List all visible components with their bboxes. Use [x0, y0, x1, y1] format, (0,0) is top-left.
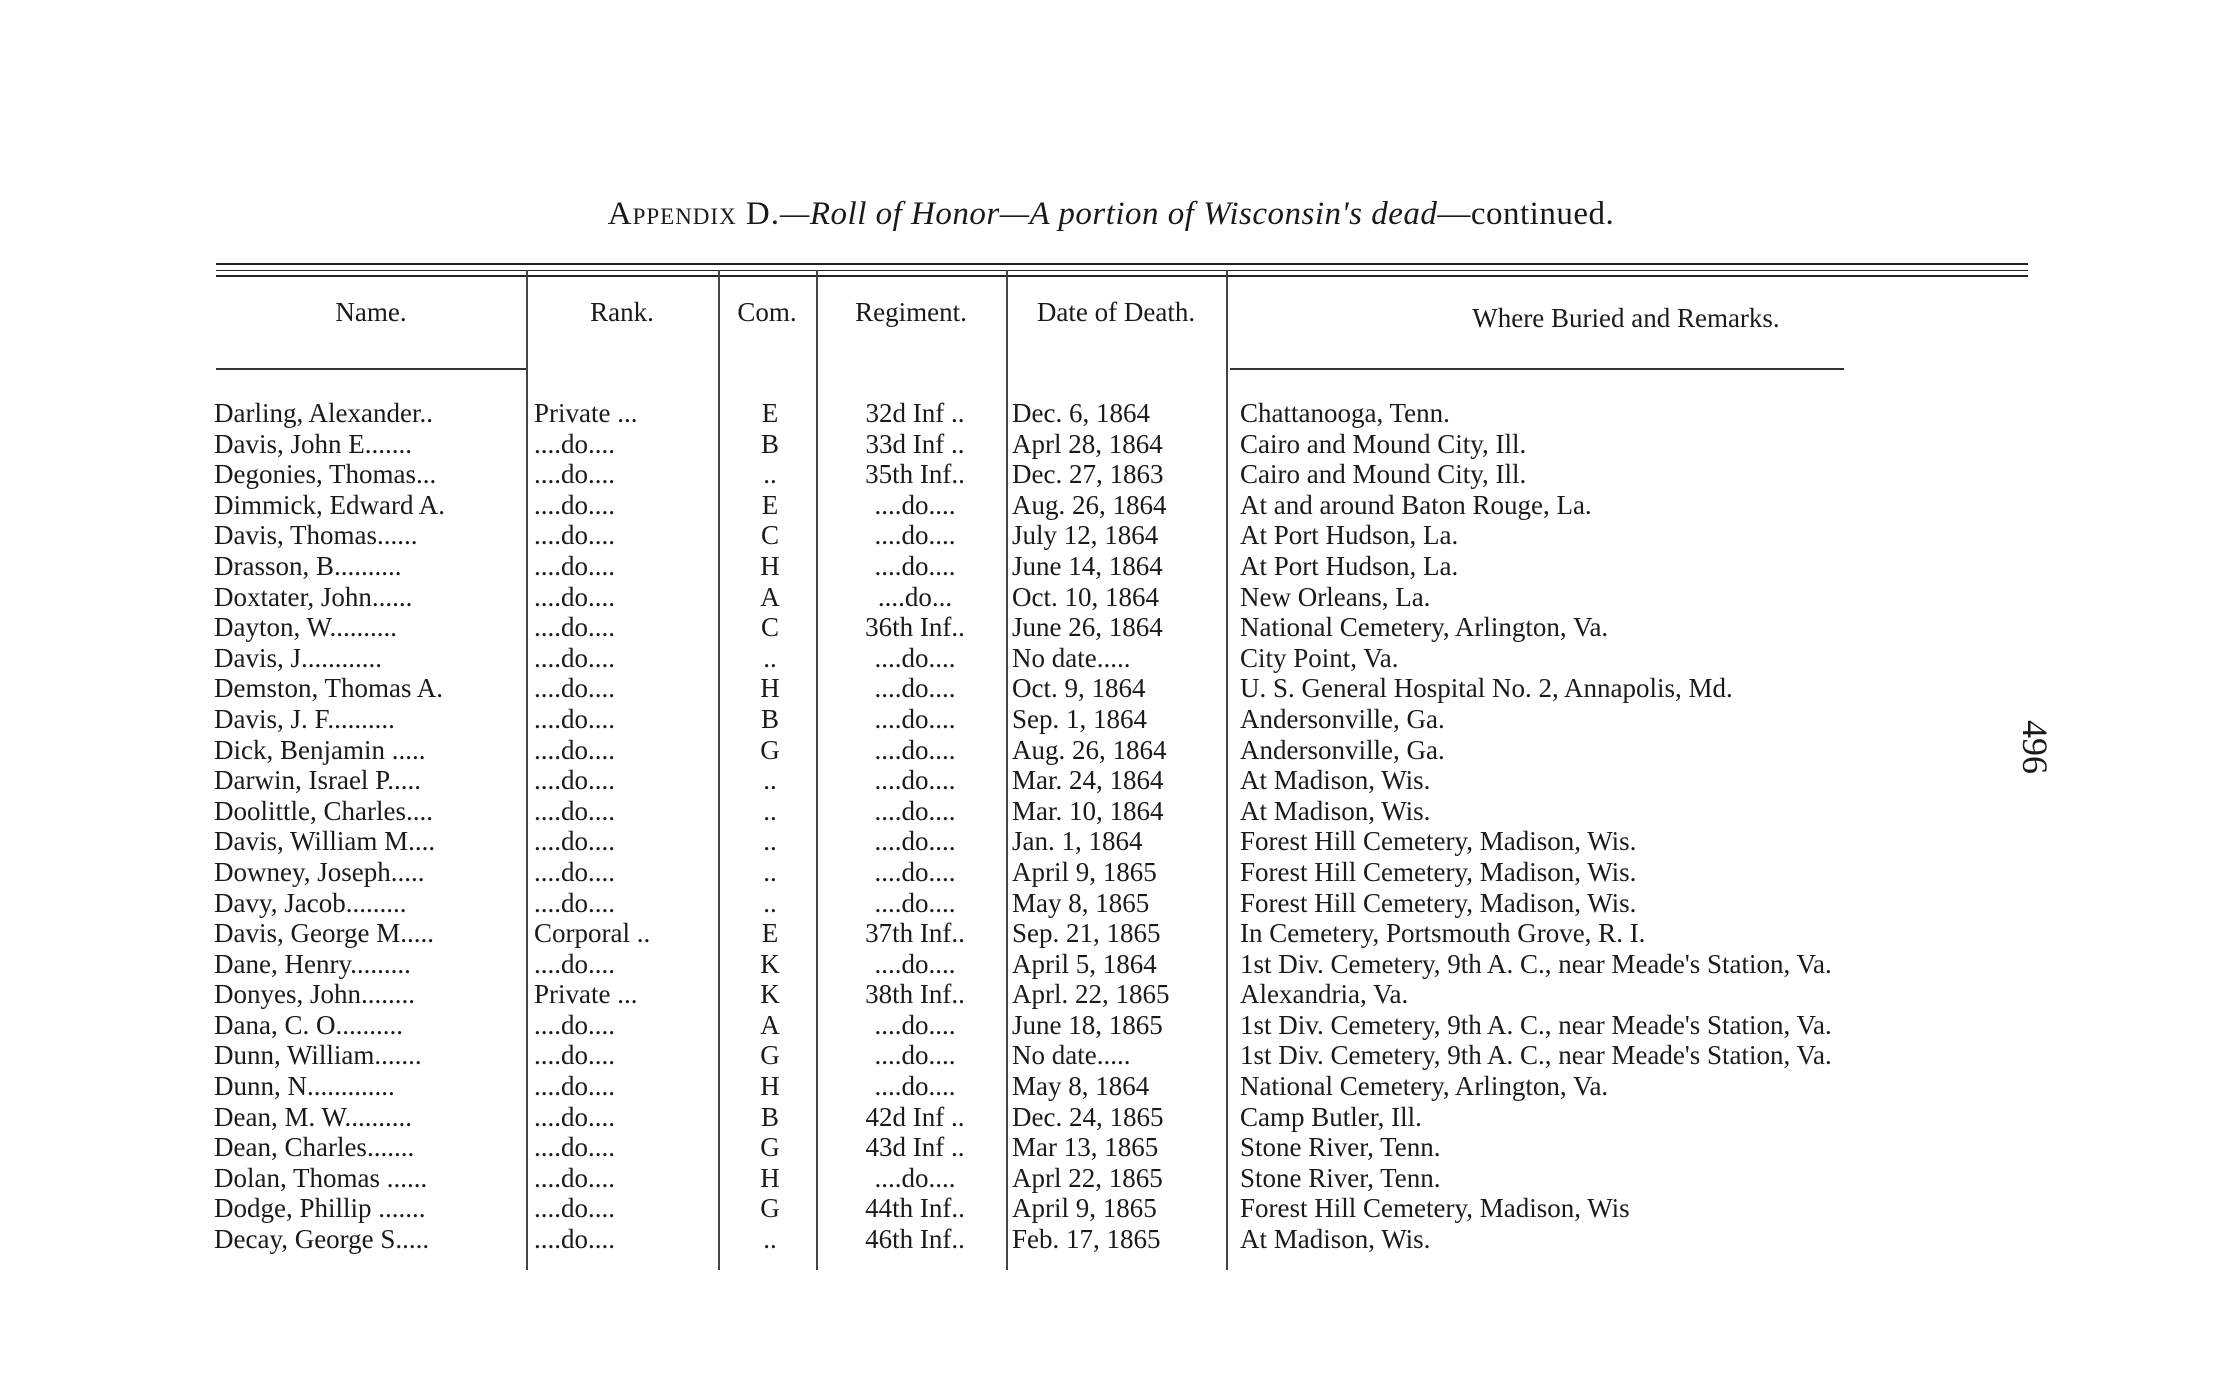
table-row: [0, 796, 2222, 827]
company-cell: ..: [763, 887, 777, 918]
regiment-cell: ....do....: [874, 550, 956, 581]
rank-cell: ....do....: [534, 673, 615, 704]
table-row: [0, 1193, 2222, 1224]
table-row: [0, 826, 2222, 857]
table-row: [0, 765, 2222, 796]
rank-cell: ....do....: [534, 1132, 615, 1163]
company-cell: H: [760, 673, 780, 704]
regiment-cell: ....do....: [874, 795, 956, 826]
company-cell: G: [760, 1193, 780, 1224]
regiment-cell: 46th Inf..: [865, 1224, 965, 1255]
rank-cell: ....do....: [534, 520, 615, 551]
date-of-death-cell: April 9, 1865: [1012, 856, 1157, 887]
table-row: [0, 918, 2222, 949]
company-cell: ..: [763, 1224, 777, 1255]
regiment-cell: ....do....: [874, 520, 956, 551]
company-cell: ..: [763, 795, 777, 826]
header-underline-remarks: [1230, 368, 1844, 370]
company-cell: K: [760, 948, 780, 979]
regiment-cell: ....do....: [874, 703, 956, 734]
page-title: [0, 196, 2222, 233]
name-cell: Davis, J. F..........: [214, 703, 395, 734]
table-row: [0, 704, 2222, 735]
table-row: [0, 1102, 2222, 1133]
date-of-death-cell: Dec. 6, 1864: [1012, 398, 1150, 428]
burial-remarks-cell: At and around Baton Rouge, La.: [1240, 489, 1592, 520]
regiment-cell: ....do....: [874, 734, 956, 765]
regiment-cell: ....do...: [877, 581, 953, 612]
table-row: [0, 979, 2222, 1010]
top-rule-lower: [216, 275, 2028, 277]
regiment-cell: ....do....: [874, 765, 956, 796]
table-row: [0, 1071, 2222, 1102]
rank-cell: ....do....: [534, 856, 615, 887]
company-cell: B: [760, 1101, 779, 1132]
name-cell: Dana, C. O..........: [214, 1009, 403, 1040]
rank-cell: ....do....: [534, 428, 615, 459]
regiment-cell: ....do....: [874, 489, 956, 520]
company-cell: A: [760, 1009, 780, 1040]
date-of-death-cell: Aprl 28, 1864: [1012, 428, 1163, 459]
top-rule: [216, 263, 2028, 265]
rank-cell: ....do....: [534, 1224, 615, 1255]
rank-cell: ....do....: [534, 581, 615, 612]
company-cell: ..: [763, 826, 777, 857]
rank-cell: Private ...: [534, 979, 638, 1010]
name-cell: Donyes, John........: [214, 979, 415, 1010]
burial-remarks-cell: At Madison, Wis.: [1240, 765, 1431, 796]
company-cell: B: [760, 428, 779, 459]
table-row: [0, 888, 2222, 919]
company-cell: E: [761, 489, 779, 520]
name-cell: Doolittle, Charles....: [214, 795, 433, 826]
date-of-death-cell: No date.....: [1012, 642, 1131, 673]
rank-cell: Corporal ..: [534, 918, 651, 949]
burial-remarks-cell: In Cemetery, Portsmouth Grove, R. I.: [1240, 918, 1646, 949]
rank-cell: ....do....: [534, 1162, 615, 1193]
regiment-cell: ....do....: [874, 1040, 956, 1071]
company-cell: B: [760, 703, 779, 734]
date-of-death-cell: July 12, 1864: [1012, 520, 1159, 551]
header-underline-name: [216, 368, 526, 370]
name-cell: Dimmick, Edward A.: [214, 489, 445, 520]
table-row: [0, 551, 2222, 582]
rank-cell: ....do....: [534, 1101, 615, 1132]
header-com: Com.: [737, 297, 797, 327]
date-of-death-cell: No date.....: [1012, 1040, 1131, 1071]
burial-remarks-cell: Stone River, Tenn.: [1240, 1162, 1441, 1193]
name-cell: Doxtater, John......: [214, 581, 413, 612]
table-row: [0, 398, 2222, 429]
rank-cell: ....do....: [534, 734, 615, 765]
page-number: 496: [2015, 720, 2055, 774]
burial-remarks-cell: Andersonville, Ga.: [1240, 703, 1445, 734]
title-prefix: Appendix D.: [607, 196, 781, 232]
table-row: [0, 582, 2222, 613]
company-cell: ..: [763, 642, 777, 673]
name-cell: Davis, John E.......: [214, 428, 412, 459]
company-cell: E: [761, 918, 779, 949]
date-of-death-cell: Aug. 26, 1864: [1012, 734, 1167, 765]
regiment-cell: 42d Inf ..: [865, 1101, 965, 1132]
table-row: [0, 612, 2222, 643]
regiment-cell: ....do....: [874, 856, 956, 887]
name-cell: Dunn, William.......: [214, 1040, 422, 1071]
table-row: [0, 429, 2222, 460]
name-cell: Drasson, B..........: [214, 550, 402, 581]
rank-cell: ....do....: [534, 765, 615, 796]
regiment-cell: ....do....: [874, 1009, 956, 1040]
rank-cell: Private ...: [534, 398, 638, 428]
rank-cell: ....do....: [534, 826, 615, 857]
name-cell: Dane, Henry.........: [214, 948, 411, 979]
date-of-death-cell: Sep. 1, 1864: [1012, 703, 1147, 734]
name-cell: Darling, Alexander..: [214, 398, 433, 428]
burial-remarks-cell: At Port Hudson, La.: [1240, 520, 1459, 551]
name-cell: Dolan, Thomas ......: [214, 1162, 428, 1193]
table-row: [0, 735, 2222, 766]
rank-cell: ....do....: [534, 489, 615, 520]
company-cell: G: [760, 734, 780, 765]
header-regiment: Regiment.: [855, 297, 967, 327]
regiment-cell: 36th Inf..: [865, 612, 965, 643]
top-rule-thin: [216, 270, 2028, 271]
burial-remarks-cell: Forest Hill Cemetery, Madison, Wis: [1240, 1193, 1630, 1224]
name-cell: Degonies, Thomas...: [214, 459, 437, 490]
name-cell: Davis, Thomas......: [214, 520, 418, 551]
rank-cell: ....do....: [534, 1040, 615, 1071]
burial-remarks-cell: 1st Div. Cemetery, 9th A. C., near Meade's Station, Va.: [1240, 1009, 1832, 1040]
burial-remarks-cell: Alexandria, Va.: [1240, 979, 1409, 1010]
rank-cell: ....do....: [534, 703, 615, 734]
company-cell: H: [760, 550, 780, 581]
company-cell: K: [760, 979, 780, 1010]
regiment-cell: 43d Inf ..: [865, 1132, 965, 1163]
burial-remarks-cell: Forest Hill Cemetery, Madison, Wis.: [1240, 856, 1637, 887]
burial-remarks-cell: Cairo and Mound City, Ill.: [1240, 459, 1527, 490]
burial-remarks-cell: Forest Hill Cemetery, Madison, Wis.: [1240, 887, 1637, 918]
burial-remarks-cell: Andersonville, Ga.: [1240, 734, 1445, 765]
date-of-death-cell: Feb. 17, 1865: [1012, 1224, 1161, 1255]
burial-remarks-cell: National Cemetery, Arlington, Va.: [1240, 612, 1609, 643]
regiment-cell: ....do....: [874, 1071, 956, 1102]
name-cell: Decay, George S.....: [214, 1224, 430, 1255]
table-row: [0, 1224, 2222, 1255]
title-italic: —Roll of Honor—A portion of Wisconsin's dead: [780, 196, 1438, 232]
burial-remarks-cell: City Point, Va.: [1240, 642, 1399, 673]
company-cell: ..: [763, 856, 777, 887]
date-of-death-cell: April 5, 1864: [1012, 948, 1157, 979]
table-row: [0, 673, 2222, 704]
burial-remarks-cell: Stone River, Tenn.: [1240, 1132, 1441, 1163]
regiment-cell: 44th Inf..: [865, 1193, 965, 1224]
name-cell: Darwin, Israel P.....: [214, 765, 421, 796]
regiment-cell: ....do....: [874, 642, 956, 673]
rank-cell: ....do....: [534, 795, 615, 826]
date-of-death-cell: Sep. 21, 1865: [1012, 918, 1161, 949]
burial-remarks-cell: National Cemetery, Arlington, Va.: [1240, 1071, 1609, 1102]
regiment-cell: ....do....: [874, 826, 956, 857]
header-remarks: Where Buried and Remarks.: [1472, 303, 1780, 333]
date-of-death-cell: Jan. 1, 1864: [1012, 826, 1143, 857]
rank-cell: ....do....: [534, 1193, 615, 1224]
rank-cell: ....do....: [534, 1071, 615, 1102]
date-of-death-cell: June 14, 1864: [1012, 550, 1163, 581]
table-row: [0, 857, 2222, 888]
company-cell: E: [761, 398, 779, 428]
header-date: Date of Death.: [1036, 297, 1196, 327]
regiment-cell: 33d Inf ..: [865, 428, 965, 459]
date-of-death-cell: April 9, 1865: [1012, 1193, 1157, 1224]
table-row: [0, 520, 2222, 551]
company-cell: G: [760, 1040, 780, 1071]
table-row: [0, 1040, 2222, 1071]
company-cell: ..: [763, 765, 777, 796]
table-row: [0, 459, 2222, 490]
table-row: [0, 490, 2222, 521]
regiment-cell: ....do....: [874, 673, 956, 704]
burial-remarks-cell: At Madison, Wis.: [1240, 1224, 1431, 1255]
date-of-death-cell: May 8, 1865: [1012, 887, 1150, 918]
rank-cell: ....do....: [534, 1009, 615, 1040]
date-of-death-cell: Aug. 26, 1864: [1012, 489, 1167, 520]
date-of-death-cell: Aprl 22, 1865: [1012, 1162, 1163, 1193]
name-cell: Dayton, W..........: [214, 612, 398, 643]
company-cell: C: [760, 612, 779, 643]
table-row: [0, 1163, 2222, 1194]
date-of-death-cell: Oct. 9, 1864: [1012, 673, 1146, 704]
header-rank: Rank.: [590, 297, 654, 327]
title-suffix: —continued.: [1437, 196, 1615, 232]
regiment-cell: 38th Inf..: [865, 979, 965, 1010]
name-cell: Davis, William M....: [214, 826, 436, 857]
date-of-death-cell: June 18, 1865: [1012, 1009, 1163, 1040]
name-cell: Davis, George M.....: [214, 918, 434, 949]
roll-table-body: [0, 398, 2222, 1255]
burial-remarks-cell: 1st Div. Cemetery, 9th A. C., near Meade's Station, Va.: [1240, 948, 1832, 979]
regiment-cell: ....do....: [874, 948, 956, 979]
burial-remarks-cell: At Port Hudson, La.: [1240, 550, 1459, 581]
table-row: [0, 1010, 2222, 1041]
regiment-cell: 35th Inf..: [865, 459, 965, 490]
name-cell: Dodge, Phillip .......: [214, 1193, 426, 1224]
burial-remarks-cell: New Orleans, La.: [1240, 581, 1431, 612]
regiment-cell: ....do....: [874, 1162, 956, 1193]
name-cell: Dick, Benjamin .....: [214, 734, 426, 765]
date-of-death-cell: May 8, 1864: [1012, 1071, 1150, 1102]
date-of-death-cell: Aprl. 22, 1865: [1012, 979, 1170, 1010]
table-row: [0, 1132, 2222, 1163]
name-cell: Davy, Jacob.........: [214, 887, 407, 918]
company-cell: C: [760, 520, 779, 551]
date-of-death-cell: Mar. 10, 1864: [1012, 795, 1164, 826]
company-cell: H: [760, 1162, 780, 1193]
rank-cell: ....do....: [534, 948, 615, 979]
company-cell: A: [760, 581, 780, 612]
table-row: [0, 643, 2222, 674]
company-cell: G: [760, 1132, 780, 1163]
rank-cell: ....do....: [534, 642, 615, 673]
burial-remarks-cell: Forest Hill Cemetery, Madison, Wis.: [1240, 826, 1637, 857]
rank-cell: ....do....: [534, 459, 615, 490]
name-cell: Demston, Thomas A.: [214, 673, 443, 704]
date-of-death-cell: Dec. 27, 1863: [1012, 459, 1164, 490]
name-cell: Davis, J............: [214, 642, 382, 673]
company-cell: ..: [763, 459, 777, 490]
burial-remarks-cell: Cairo and Mound City, Ill.: [1240, 428, 1527, 459]
regiment-cell: 32d Inf ..: [865, 398, 965, 428]
name-cell: Downey, Joseph.....: [214, 856, 425, 887]
header-name: Name.: [335, 297, 407, 327]
date-of-death-cell: Mar 13, 1865: [1012, 1132, 1159, 1163]
burial-remarks-cell: U. S. General Hospital No. 2, Annapolis, Md.: [1240, 673, 1733, 704]
name-cell: Dean, Charles.......: [214, 1132, 415, 1163]
burial-remarks-cell: At Madison, Wis.: [1240, 795, 1431, 826]
rank-cell: ....do....: [534, 887, 615, 918]
burial-remarks-cell: Camp Butler, Ill.: [1240, 1101, 1422, 1132]
name-cell: Dunn, N.............: [214, 1071, 395, 1102]
burial-remarks-cell: 1st Div. Cemetery, 9th A. C., near Meade's Station, Va.: [1240, 1040, 1832, 1071]
name-cell: Dean, M. W..........: [214, 1101, 412, 1132]
regiment-cell: ....do....: [874, 887, 956, 918]
company-cell: H: [760, 1071, 780, 1102]
rank-cell: ....do....: [534, 550, 615, 581]
rank-cell: ....do....: [534, 612, 615, 643]
date-of-death-cell: June 26, 1864: [1012, 612, 1163, 643]
burial-remarks-cell: Chattanooga, Tenn.: [1240, 398, 1450, 428]
table-row: [0, 949, 2222, 980]
date-of-death-cell: Mar. 24, 1864: [1012, 765, 1164, 796]
date-of-death-cell: Oct. 10, 1864: [1012, 581, 1159, 612]
regiment-cell: 37th Inf..: [865, 918, 965, 949]
date-of-death-cell: Dec. 24, 1865: [1012, 1101, 1164, 1132]
